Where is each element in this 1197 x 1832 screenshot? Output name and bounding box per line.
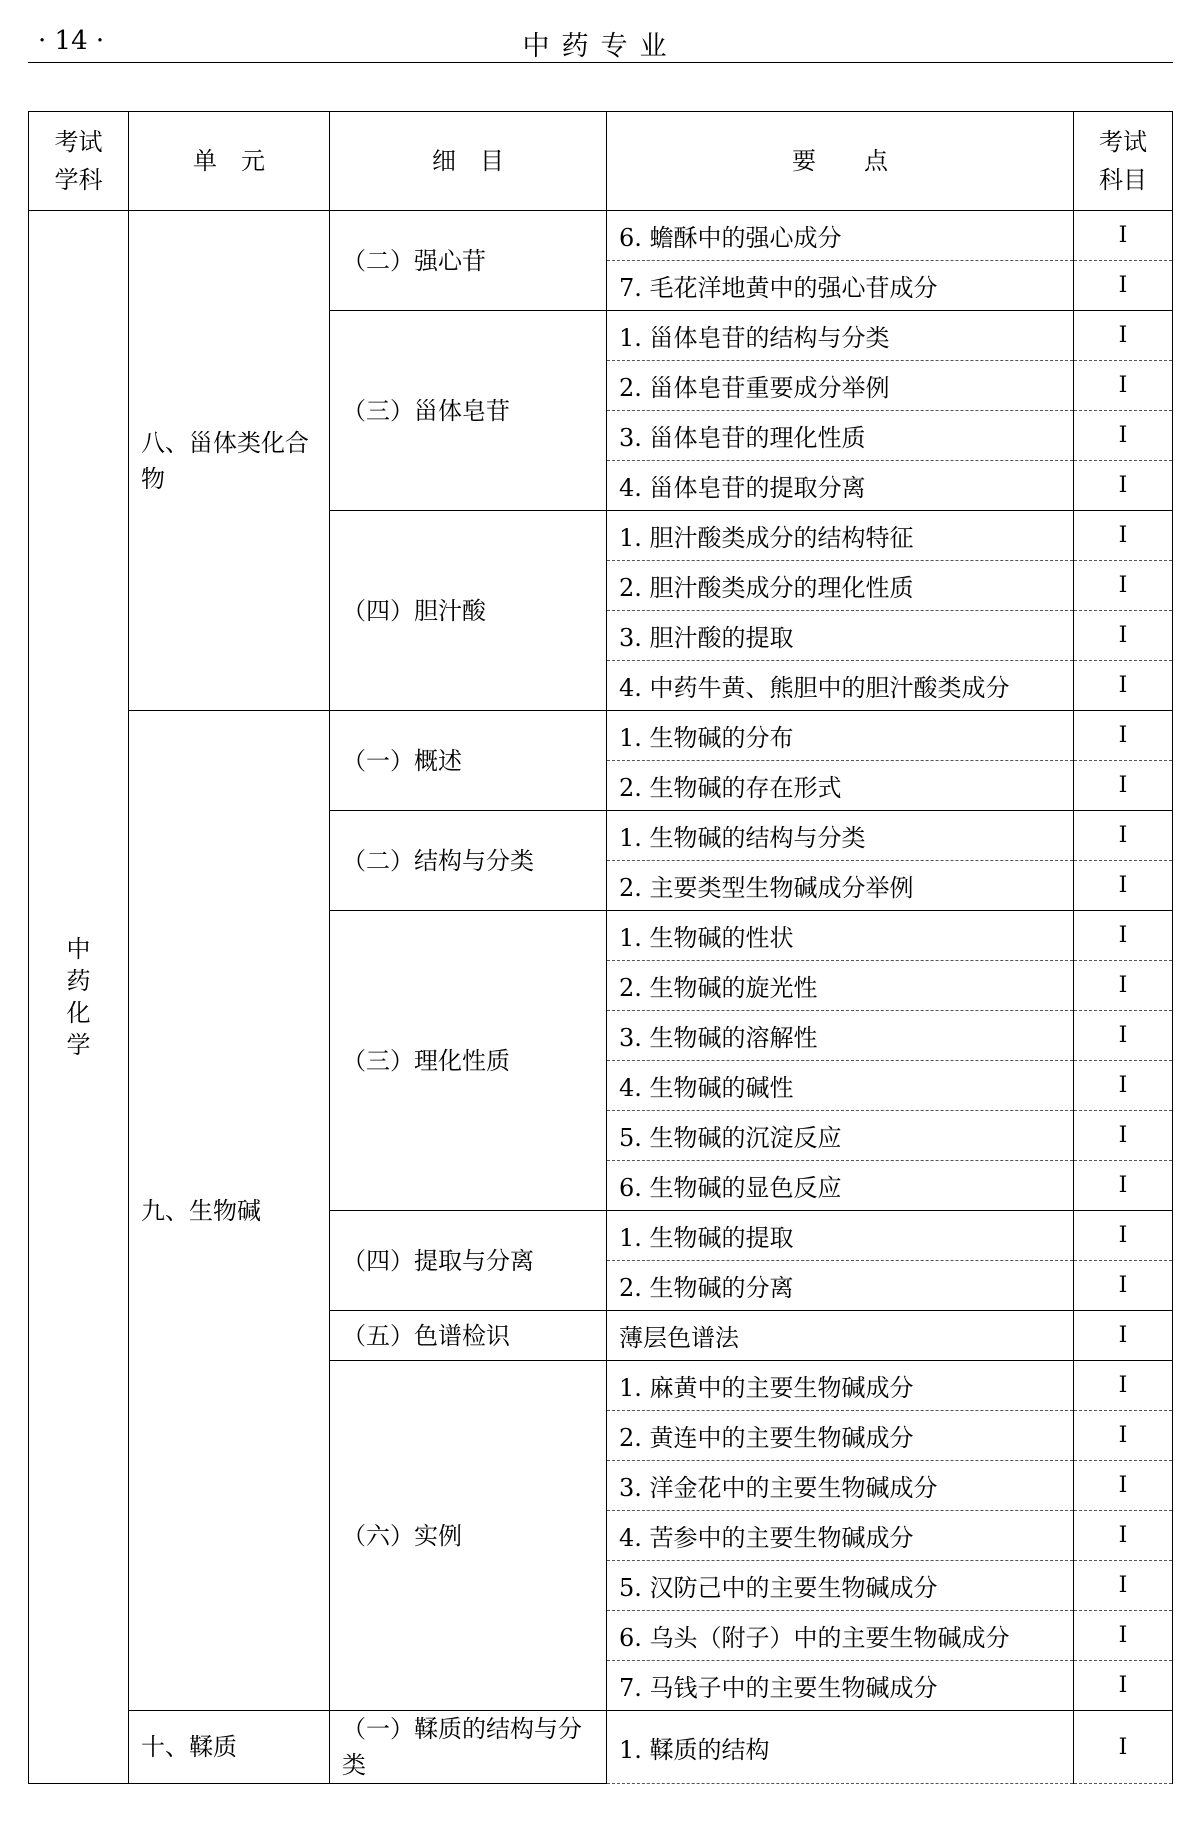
level-cell: Ⅰ [1074,1361,1173,1411]
point-cell: 3. 生物碱的溶解性 [607,1011,1074,1061]
detail-cell: （四）胆汁酸 [330,511,607,711]
column-header-level: 考试科目 [1074,112,1173,211]
point-cell: 薄层色谱法 [607,1311,1074,1361]
point-cell: 1. 鞣质的结构 [607,1711,1074,1784]
point-cell: 2. 黄连中的主要生物碱成分 [607,1411,1074,1461]
level-cell: Ⅰ [1074,1411,1173,1461]
point-cell: 6. 生物碱的显色反应 [607,1161,1074,1211]
point-cell: 4. 生物碱的碱性 [607,1061,1074,1111]
page-header [28,20,1173,63]
detail-cell: （二）结构与分类 [330,811,607,911]
level-cell: Ⅰ [1074,211,1173,261]
table-header-row [29,112,1173,211]
level-cell: Ⅰ [1074,261,1173,311]
point-cell: 1. 胆汁酸类成分的结构特征 [607,511,1074,561]
point-cell: 2. 胆汁酸类成分的理化性质 [607,561,1074,611]
level-cell: Ⅰ [1074,811,1173,861]
column-header-point: 要 点 [607,112,1074,211]
table-body [29,211,1173,1784]
point-cell: 3. 胆汁酸的提取 [607,611,1074,661]
unit-cell: 八、甾体类化合物 [129,211,330,711]
table-row [29,211,1173,261]
detail-cell: （一）鞣质的结构与分类 [330,1711,607,1784]
level-cell: Ⅰ [1074,1711,1173,1784]
point-cell: 4. 中药牛黄、熊胆中的胆汁酸类成分 [607,661,1074,711]
level-cell: Ⅰ [1074,561,1173,611]
level-cell: Ⅰ [1074,511,1173,561]
point-cell: 1. 甾体皂苷的结构与分类 [607,311,1074,361]
syllabus-table [28,111,1173,1784]
level-cell: Ⅰ [1074,361,1173,411]
point-cell: 2. 生物碱的存在形式 [607,761,1074,811]
point-cell: 3. 甾体皂苷的理化性质 [607,411,1074,461]
detail-cell: （六）实例 [330,1361,607,1711]
detail-cell: （三）甾体皂苷 [330,311,607,511]
level-cell: Ⅰ [1074,1111,1173,1161]
level-cell: Ⅰ [1074,611,1173,661]
point-cell: 1. 生物碱的性状 [607,911,1074,961]
unit-cell: 十、鞣质 [129,1711,330,1784]
level-cell: Ⅰ [1074,911,1173,961]
level-cell: Ⅰ [1074,761,1173,811]
point-cell: 5. 汉防己中的主要生物碱成分 [607,1561,1074,1611]
point-cell: 2. 生物碱的分离 [607,1261,1074,1311]
point-cell: 6. 蟾酥中的强心成分 [607,211,1074,261]
level-cell: Ⅰ [1074,1561,1173,1611]
column-header-unit: 单 元 [129,112,330,211]
detail-cell: （三）理化性质 [330,911,607,1211]
level-cell: Ⅰ [1074,861,1173,911]
detail-cell: （二）强心苷 [330,211,607,311]
level-cell: Ⅰ [1074,311,1173,361]
column-header-detail: 细 目 [330,112,607,211]
detail-cell: （一）概述 [330,711,607,811]
point-cell: 3. 洋金花中的主要生物碱成分 [607,1461,1074,1511]
level-cell: Ⅰ [1074,1061,1173,1111]
point-cell: 5. 生物碱的沉淀反应 [607,1111,1074,1161]
point-cell: 4. 甾体皂苷的提取分离 [607,461,1074,511]
subject-cell: 中药化学 [29,211,129,1784]
point-cell: 6. 乌头（附子）中的主要生物碱成分 [607,1611,1074,1661]
level-cell: Ⅰ [1074,1661,1173,1711]
level-cell: Ⅰ [1074,1161,1173,1211]
page-number: · 14 · [38,26,105,56]
level-cell: Ⅰ [1074,1011,1173,1061]
level-cell: Ⅰ [1074,711,1173,761]
column-header-subject: 考试学科 [29,112,129,211]
level-cell: Ⅰ [1074,1211,1173,1261]
level-cell: Ⅰ [1074,461,1173,511]
point-cell: 1. 生物碱的结构与分类 [607,811,1074,861]
detail-cell: （四）提取与分离 [330,1211,607,1311]
level-cell: Ⅰ [1074,411,1173,461]
level-cell: Ⅰ [1074,961,1173,1011]
level-cell: Ⅰ [1074,1261,1173,1311]
point-cell: 2. 生物碱的旋光性 [607,961,1074,1011]
point-cell: 2. 主要类型生物碱成分举例 [607,861,1074,911]
point-cell: 4. 苦参中的主要生物碱成分 [607,1511,1074,1561]
level-cell: Ⅰ [1074,1511,1173,1561]
point-cell: 1. 生物碱的分布 [607,711,1074,761]
level-cell: Ⅰ [1074,661,1173,711]
page-title: 中药专业 [522,31,679,62]
point-cell: 1. 麻黄中的主要生物碱成分 [607,1361,1074,1411]
level-cell: Ⅰ [1074,1461,1173,1511]
point-cell: 1. 生物碱的提取 [607,1211,1074,1261]
point-cell: 2. 甾体皂苷重要成分举例 [607,361,1074,411]
unit-cell: 九、生物碱 [129,711,330,1711]
point-cell: 7. 马钱子中的主要生物碱成分 [607,1661,1074,1711]
point-cell: 7. 毛花洋地黄中的强心苷成分 [607,261,1074,311]
level-cell: Ⅰ [1074,1611,1173,1661]
table-row [29,711,1173,761]
level-cell: Ⅰ [1074,1311,1173,1361]
table-row [29,1711,1173,1784]
detail-cell: （五）色谱检识 [330,1311,607,1361]
